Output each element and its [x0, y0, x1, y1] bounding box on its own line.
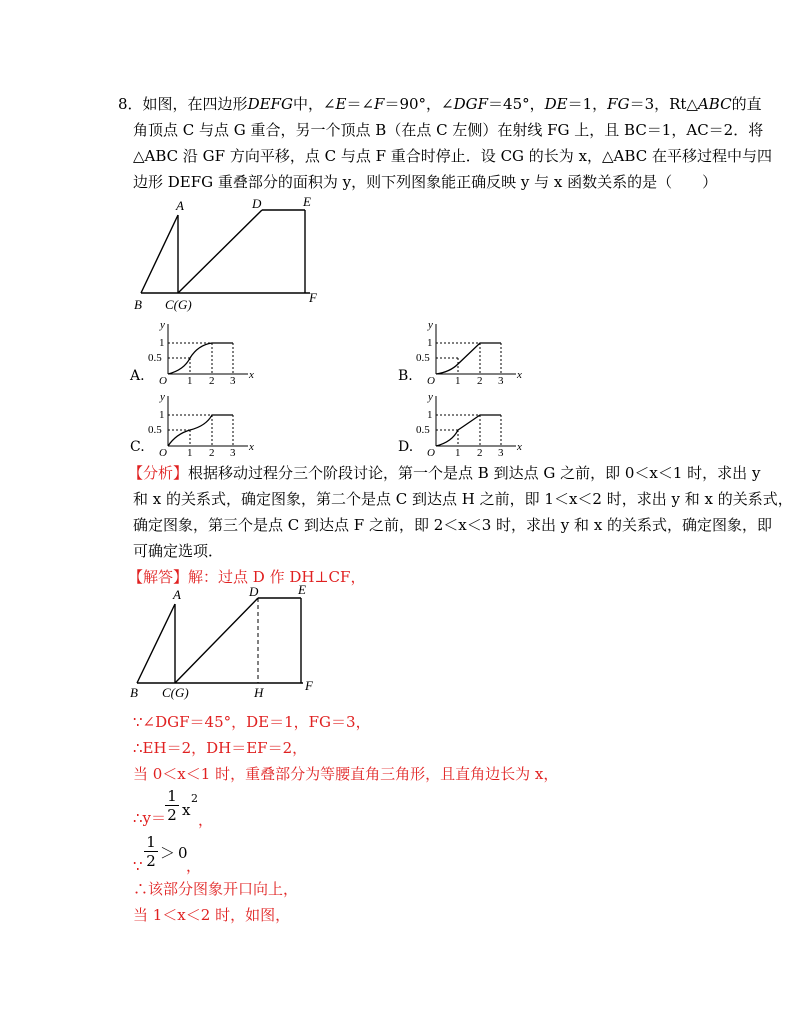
- tick-x-3: 3: [498, 447, 504, 456]
- tick-x-1: 1: [187, 447, 193, 456]
- question-line-4: 边形 DEFG 重叠部分的面积为 y，则下列图象能正确反映 y 与 x 函数关系的是（ ）: [133, 173, 718, 191]
- tick-y-05: 0.5: [416, 424, 430, 436]
- analysis-line-1: [128, 463, 760, 483]
- label-a: A: [176, 198, 184, 213]
- solution-step-7: 当 1＜x＜2 时，如图，: [133, 906, 291, 924]
- option-c-label: C.: [130, 439, 145, 455]
- q-var: DE: [544, 95, 568, 113]
- axis-x-label: x: [249, 441, 254, 453]
- q-var: E: [335, 95, 347, 113]
- label-e: E: [303, 194, 311, 209]
- axis-y-label: y: [160, 391, 165, 403]
- label-f: F: [305, 678, 313, 693]
- solution-step-6: ∴该部分图象开口向上，: [133, 880, 299, 898]
- tick-y-1: 1: [159, 409, 165, 421]
- because-prefix: ∵: [133, 857, 143, 875]
- tick-x-3: 3: [230, 375, 236, 384]
- fraction-denominator: 2: [144, 851, 158, 870]
- q-text: ＝1，: [567, 95, 608, 113]
- origin-label: O: [159, 447, 167, 456]
- label-h: H: [254, 685, 264, 700]
- formula-exponent: 2: [191, 792, 198, 805]
- question-number: 8．: [118, 95, 143, 113]
- q-var: ABC: [697, 95, 732, 113]
- label-d: D: [249, 584, 259, 599]
- q-text: 的直: [731, 95, 762, 113]
- q-text: 如图，在四边形: [142, 95, 248, 113]
- axis-y-label: y: [428, 319, 433, 331]
- label-cg: C(G): [165, 297, 192, 312]
- analysis-text: 根据移动过程分三个阶段讨论，第一个是点 B 到达点 G 之前，即 0＜x＜1 时，求出 y: [188, 464, 761, 482]
- axis-x-label: x: [249, 369, 254, 381]
- option-c-graph: [148, 390, 258, 456]
- tick-y-05: 0.5: [416, 352, 430, 364]
- fraction-2: [144, 833, 158, 870]
- formula-y-prefix: ∴y＝: [133, 809, 167, 827]
- axis-x-label: x: [517, 441, 522, 453]
- q-var: DGF: [453, 95, 489, 113]
- tick-x-1: 1: [455, 447, 461, 456]
- formula-x: x: [182, 801, 191, 819]
- solution-step-3: 当 0＜x＜1 时，重叠部分为等腰直角三角形，且直角边长为 x，: [133, 765, 559, 783]
- question-line-2: 角顶点 C 与点 G 重合，另一个顶点 B（在点 C 左侧）在射线 FG 上，且 BC＝1，AC＝2．将: [133, 121, 764, 139]
- because-comma: ，: [186, 857, 202, 875]
- fraction-numerator: 1: [167, 787, 177, 805]
- tick-x-3: 3: [230, 447, 236, 456]
- q-text: ＝3，Rt△: [629, 95, 698, 113]
- option-d-label: D.: [398, 439, 414, 455]
- option-a-label: A.: [130, 368, 145, 384]
- tick-y-1: 1: [159, 337, 165, 349]
- option-a-graph: [148, 318, 258, 384]
- q-text: ＝45°，: [488, 95, 545, 113]
- tick-y-05: 0.5: [148, 352, 162, 364]
- option-b-label: B.: [398, 368, 413, 384]
- question-line-3: △ABC 沿 GF 方向平移，点 C 与点 F 重合时停止．设 CG 的长为 x，△ABC 在平移过程中与四: [133, 147, 772, 165]
- fraction-denominator: 2: [165, 805, 179, 824]
- analysis-tag: 【分析】: [128, 464, 189, 482]
- solution-step-1: ∵∠DGF＝45°，DE＝1，FG＝3，: [133, 713, 371, 731]
- origin-label: O: [427, 447, 435, 456]
- label-d: D: [252, 196, 262, 211]
- tick-x-2: 2: [209, 447, 215, 456]
- option-d-graph: [416, 390, 526, 456]
- label-b: B: [130, 685, 138, 700]
- quadrilateral-figure-2: [125, 580, 335, 705]
- q-text: ＝∠: [346, 95, 375, 113]
- tick-x-2: 2: [477, 375, 483, 384]
- analysis-line-2: 和 x 的关系式，确定图象，第二个是点 C 到达点 H 之前，即 1＜x＜2 时，求出 y 和 x 的关系式，: [133, 490, 793, 508]
- q-var: F: [374, 95, 385, 113]
- tick-x-2: 2: [477, 447, 483, 456]
- tick-x-1: 1: [455, 375, 461, 384]
- question-line-1: [118, 94, 762, 114]
- axis-y-label: y: [160, 319, 165, 331]
- formula-comma: ，: [198, 811, 214, 829]
- label-b: B: [134, 297, 142, 312]
- solution-intro-text: 解：过点 D 作 DH⊥CF，: [188, 568, 366, 586]
- fraction-1: [165, 787, 179, 824]
- solution-step-2: ∴EH＝2，DH＝EF＝2，: [133, 739, 308, 757]
- origin-label: O: [159, 375, 167, 384]
- q-var: DEFG: [247, 95, 293, 113]
- tick-y-1: 1: [427, 409, 433, 421]
- label-cg: C(G): [162, 685, 189, 700]
- tick-y-1: 1: [427, 337, 433, 349]
- greater-than: ＞: [160, 844, 176, 862]
- zero: 0: [178, 844, 188, 862]
- axis-x-label: x: [517, 369, 522, 381]
- solution-tag: 【解答】: [128, 568, 189, 586]
- tick-x-3: 3: [498, 375, 504, 384]
- fraction-numerator: 1: [146, 833, 156, 851]
- axis-y-label: y: [428, 391, 433, 403]
- analysis-line-3: 确定图象，第三个是点 C 到达点 F 之前，即 2＜x＜3 时，求出 y 和 x 的关系式，确定图象，即: [133, 516, 773, 534]
- tick-x-2: 2: [209, 375, 215, 384]
- quadrilateral-figure-1: [125, 190, 335, 320]
- q-text: ＝90°，∠: [384, 95, 454, 113]
- tick-x-1: 1: [187, 375, 193, 384]
- tick-y-05: 0.5: [148, 424, 162, 436]
- origin-label: O: [427, 375, 435, 384]
- option-b-graph: [416, 318, 526, 384]
- q-var: FG: [607, 95, 630, 113]
- label-f: F: [309, 290, 317, 305]
- label-a: A: [173, 587, 181, 602]
- q-text: 中，∠: [292, 95, 336, 113]
- label-e: E: [298, 582, 306, 597]
- analysis-line-4: 可确定选项．: [133, 542, 224, 560]
